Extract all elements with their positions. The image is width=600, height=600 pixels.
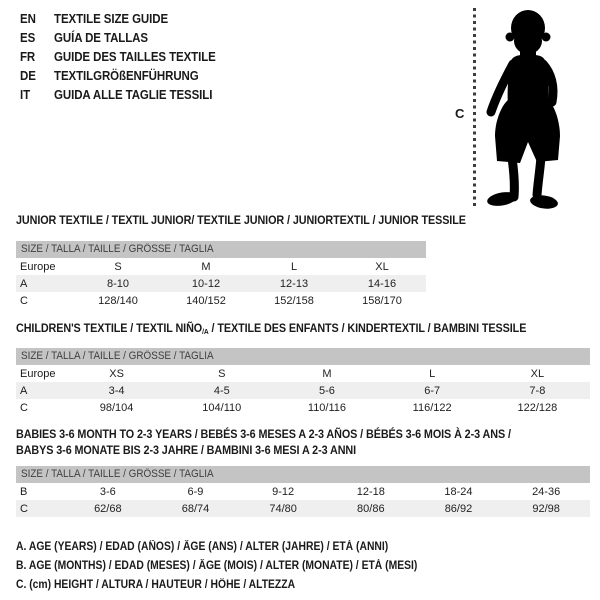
- babies-size-header-band: [16, 466, 590, 483]
- lang-code: ES: [20, 30, 36, 45]
- table-cell: 4-5: [169, 382, 274, 399]
- table-cell: 152/158: [274, 294, 314, 307]
- lang-row-es: [20, 28, 216, 47]
- table-cell: S: [218, 367, 226, 380]
- table-cell: Europe: [20, 260, 56, 273]
- table-cell: 18-24: [444, 485, 473, 498]
- lang-label: TEXTILGRÖßENFÜHRUNG: [54, 69, 199, 84]
- table-cell: XL: [375, 260, 389, 273]
- lang-row-it: [20, 86, 216, 105]
- lang-label: GUIDE DES TAILLES TEXTILE: [54, 49, 216, 64]
- lang-label: GUIDA ALLE TAGLIE TESSILI: [54, 88, 213, 103]
- table-cell: 3-4: [64, 382, 169, 399]
- lang-label: TEXTILE SIZE GUIDE: [54, 11, 169, 26]
- children-section-title: [16, 321, 583, 336]
- footnotes: [16, 538, 462, 594]
- junior-section-title-text: JUNIOR TEXTILE / TEXTIL JUNIOR/ TEXTILE JUNIOR / JUNIORTEXTIL / JUNIOR TESSILE: [16, 213, 466, 227]
- footnote-a: [16, 538, 462, 557]
- table-cell: 7-8: [485, 382, 590, 399]
- table-cell: 86/92: [415, 500, 503, 517]
- lang-code: IT: [20, 88, 31, 103]
- lang-label: GUÍA DE TALLAS: [54, 30, 148, 45]
- size-header-label: SIZE / TALLA / TAILLE / GRÖSSE / TAGLIA: [21, 350, 214, 362]
- height-dashed-line: [473, 8, 476, 206]
- table-cell: 104/110: [202, 401, 242, 414]
- table-row: [16, 258, 426, 275]
- table-cell: 116/122: [412, 401, 452, 414]
- table-cell: 10-12: [162, 275, 250, 292]
- children-section-title-text: [16, 321, 526, 336]
- title-subscript: /A: [202, 327, 209, 337]
- table-cell: 8-10: [74, 275, 162, 292]
- table-cell: 5-6: [274, 382, 379, 399]
- table-cell: M: [322, 367, 332, 380]
- table-cell: M: [201, 260, 211, 273]
- table-cell: S: [114, 260, 122, 273]
- table-cell: 110/116: [307, 401, 347, 414]
- table-cell: 6-9: [187, 485, 204, 498]
- junior-size-table: [16, 258, 426, 309]
- table-row: [16, 292, 426, 309]
- table-cell: 24-36: [532, 485, 561, 498]
- table-cell: 158/170: [362, 294, 402, 307]
- table-row: [16, 483, 590, 500]
- table-cell: C: [20, 401, 28, 414]
- table-cell: XS: [109, 367, 124, 380]
- table-cell: 128/140: [98, 294, 138, 307]
- size-header-label: SIZE / TALLA / TAILLE / GRÖSSE / TAGLIA: [21, 468, 214, 480]
- title-suffix: / TEXTILE DES ENFANTS / KINDERTEXTIL / BAMBINI TESSILE: [208, 321, 527, 335]
- table-cell: 14-16: [338, 275, 426, 292]
- table-cell: L: [290, 260, 298, 273]
- table-row: [16, 500, 590, 517]
- children-size-header-band: [16, 348, 590, 365]
- table-cell: 62/68: [64, 500, 152, 517]
- table-row: [16, 399, 590, 416]
- table-cell: XL: [530, 367, 545, 380]
- table-cell: A: [16, 275, 74, 292]
- babies-size-table: [16, 483, 590, 517]
- lang-row-en: [20, 9, 216, 28]
- size-header-label: SIZE / TALLA / TAILLE / GRÖSSE / TAGLIA: [21, 243, 214, 255]
- babies-section-title-text: [16, 427, 511, 458]
- table-row: [16, 382, 590, 399]
- footnote-a-text: A. AGE (YEARS) / EDAD (AÑOS) / ÂGE (ANS) / ALTER (JAHRE) / ETÀ (ANNI): [16, 541, 389, 553]
- footnote-c: [16, 576, 462, 595]
- height-marker-label: C: [455, 106, 465, 121]
- table-cell: L: [429, 367, 436, 380]
- lang-code: DE: [20, 69, 36, 84]
- table-cell: 3-6: [99, 485, 116, 498]
- table-cell: B: [20, 485, 28, 498]
- table-cell: 12-18: [356, 485, 385, 498]
- table-cell: A: [16, 382, 64, 399]
- table-cell: 140/152: [186, 294, 226, 307]
- table-cell: 6-7: [380, 382, 485, 399]
- title-prefix: CHILDREN'S TEXTILE / TEXTIL NIÑO: [16, 321, 203, 335]
- lang-code: FR: [20, 49, 36, 64]
- toddler-silhouette-image: [480, 9, 576, 210]
- children-size-table: [16, 365, 590, 416]
- lang-row-de: [20, 67, 216, 86]
- table-row: [16, 275, 426, 292]
- table-cell: 92/98: [502, 500, 590, 517]
- lang-code: EN: [20, 11, 36, 26]
- footnote-c-text: C. (cm) HEIGHT / ALTURA / HAUTEUR / HÖHE / ALTEZZA: [16, 578, 296, 591]
- table-cell: 9-12: [272, 485, 295, 498]
- babies-section-title: [16, 427, 566, 458]
- babies-title-line2: BABYS 3-6 MONATE BIS 2-3 JAHRE / BAMBINI 3-6 MESI A 2-3 ANNI: [16, 442, 357, 457]
- table-cell: 74/80: [239, 500, 327, 517]
- footnote-b: [16, 557, 462, 576]
- lang-row-fr: [20, 47, 216, 66]
- footnote-b-text: B. AGE (MONTHS) / EDAD (MESES) / ÂGE (MOIS) / ALTER (MONATE) / ETÀ (MESI): [16, 559, 418, 572]
- babies-title-line1: BABIES 3-6 MONTH TO 2-3 YEARS / BEBÉS 3-6 MESES A 2-3 AÑOS / BÉBÉS 3-6 MOIS À 2-3 ANS /: [16, 427, 511, 441]
- table-cell: 122/128: [517, 401, 558, 414]
- language-header: [20, 9, 233, 105]
- table-cell: 80/86: [327, 500, 415, 517]
- table-cell: C: [16, 500, 64, 517]
- table-cell: 12-13: [250, 275, 338, 292]
- table-cell: 98/104: [99, 401, 134, 414]
- table-cell: 68/74: [152, 500, 240, 517]
- table-cell: Europe: [20, 367, 56, 380]
- table-row: [16, 365, 590, 382]
- junior-section-title: [16, 213, 516, 227]
- table-cell: C: [20, 294, 28, 307]
- junior-size-header-band: [16, 241, 426, 258]
